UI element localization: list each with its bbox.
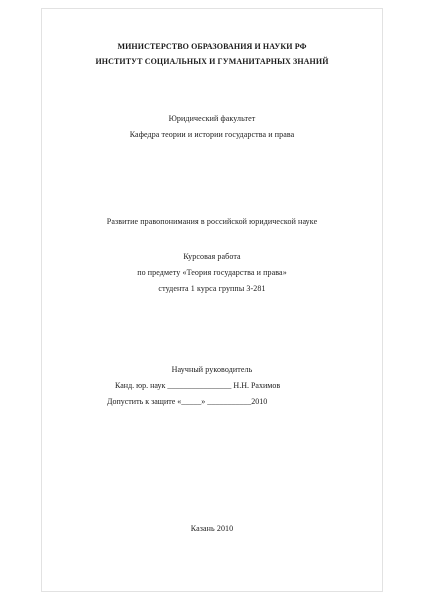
faculty-name: Юридический факультет: [168, 114, 256, 123]
coursework-type: Курсовая работа: [183, 252, 241, 261]
supervisor-heading: Научный руководитель: [171, 365, 253, 374]
supervisor-position: Канд. юр. наук ________________ Н.Н. Рахимов: [115, 381, 281, 390]
paper-title: Развитие правопонимания в российской юридической науке: [106, 217, 318, 226]
ministry-heading: МИНИСТЕРСТВО ОБРАЗОВАНИЯ И НАУКИ РФ: [117, 42, 307, 51]
student-info: студента 1 курса группы 3-281: [158, 284, 266, 293]
admission-line: Допустить к защите «_____» ___________2010: [107, 397, 268, 406]
institute-heading: ИНСТИТУТ СОЦИАЛЬНЫХ И ГУМАНИТАРНЫХ ЗНАНИЙ: [95, 57, 329, 66]
document-page: [41, 8, 383, 592]
coursework-subject: по предмету «Теория государства и права»: [137, 268, 287, 277]
department-name: Кафедра теории и истории государства и права: [129, 130, 295, 139]
city-year: Казань 2010: [190, 524, 234, 533]
